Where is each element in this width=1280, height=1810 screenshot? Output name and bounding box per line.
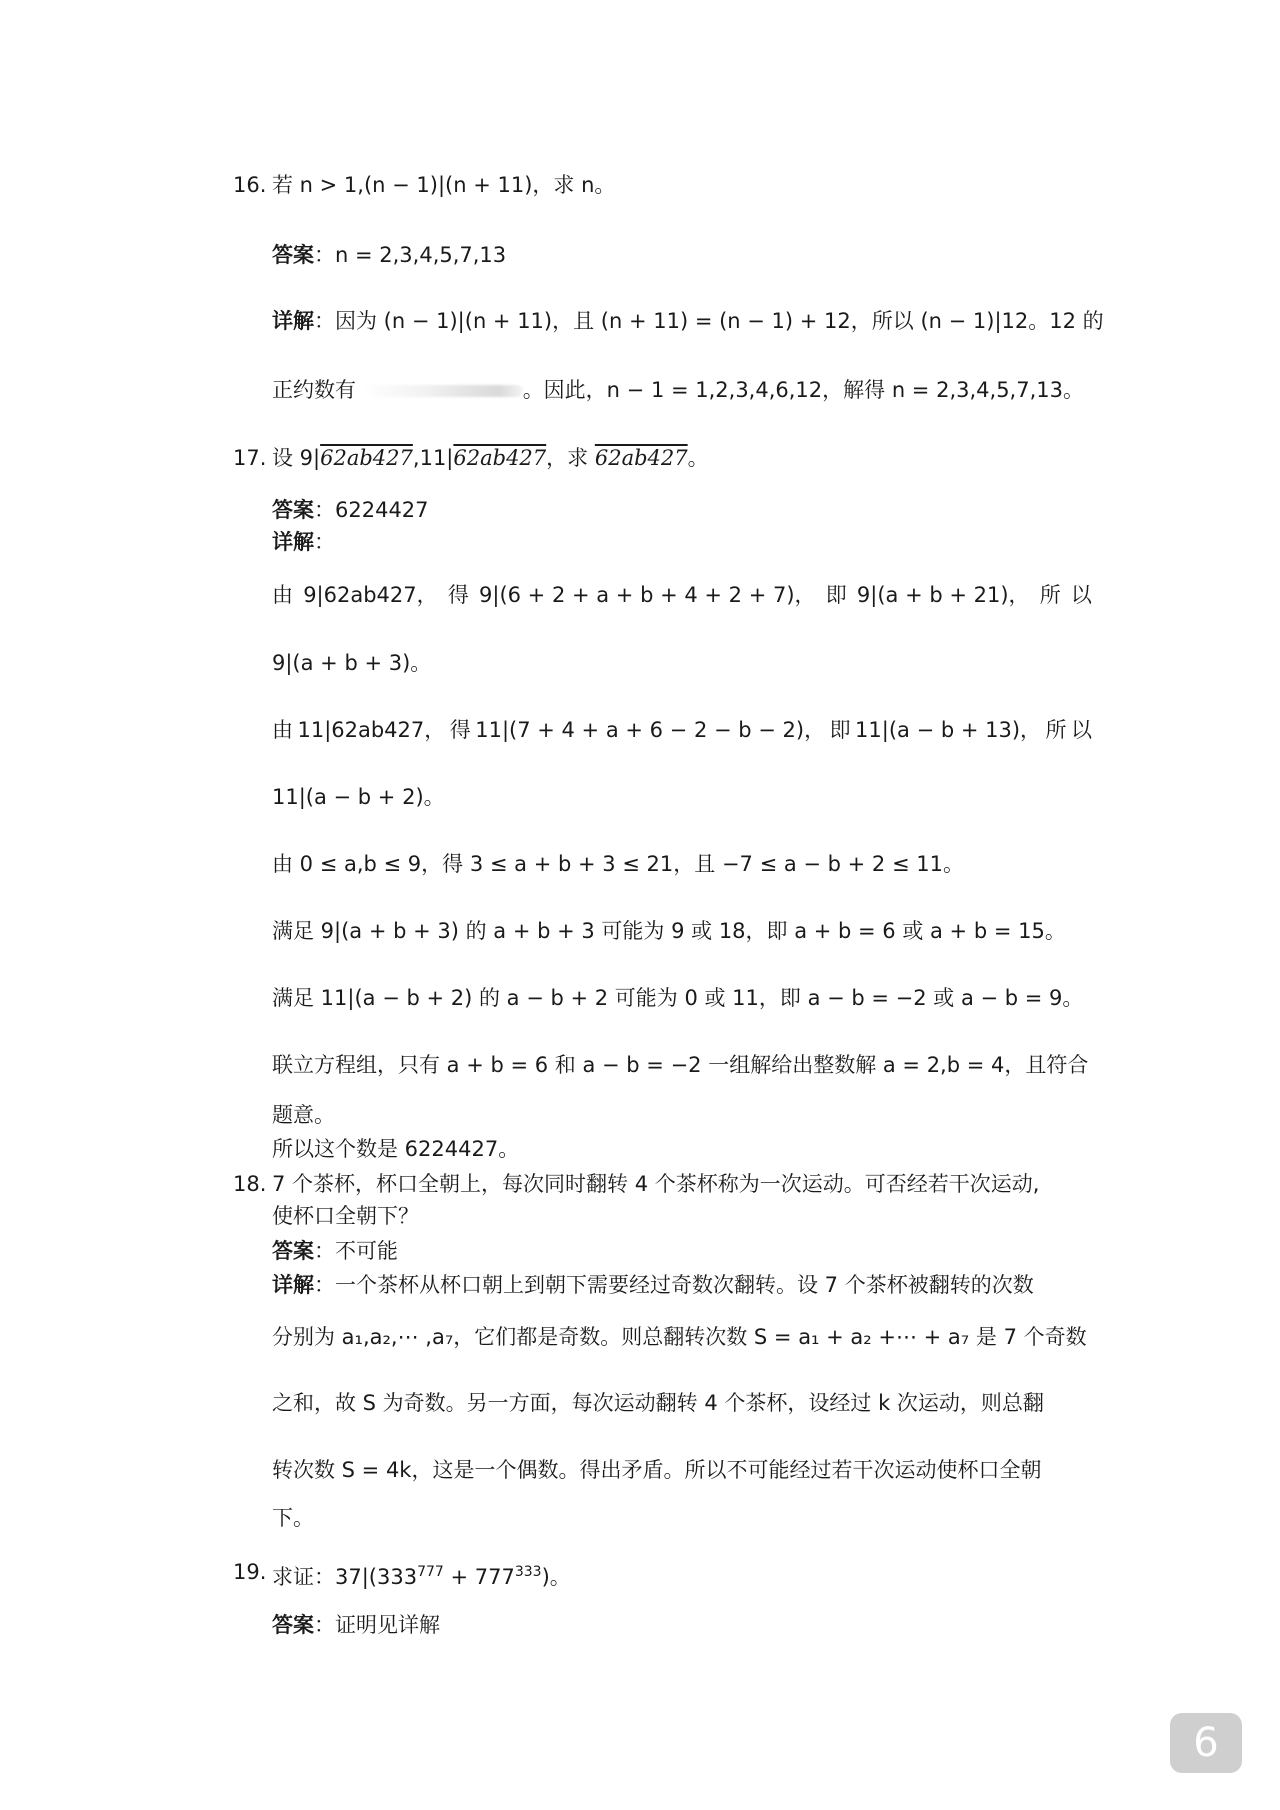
answer-line [272,1610,440,1640]
answer-text: ：n = 2,3,4,5,7,13 [314,243,507,267]
question-part: 设 9| [272,446,321,470]
answer-label: 答案 [272,1613,314,1637]
page-number-badge: 6 [1170,1713,1242,1773]
detail-colon: ： [314,530,335,554]
overlined-number: 62ab427 [320,446,413,470]
question-part: + 777 [443,1565,515,1589]
detail-word: 9|62ab427， [303,583,438,607]
answer-text: ：证明见详解 [314,1613,440,1637]
question-part: )。 [541,1565,571,1589]
answer-line [272,495,429,525]
detail-text: 联立方程组，只有 a + b = 6 和 a − b = −2 一组解给出整数解 a = 2,b = 4，且符合 [272,1053,1089,1077]
detail-word: 即 [825,583,847,607]
answer-text: ：6224427 [314,498,429,522]
detail-label: 详解 [272,530,314,554]
detail-text: 满足 11|(a − b + 2) 的 a − b + 2 可能为 0 或 11，即 a − b = −2 或 a − b = 9。 [272,986,1084,1010]
detail-text: 分别为 a₁,a₂,⋯ ,a₇，它们都是奇数。则总翻转次数 S = a₁ + a₂ +⋯ + a₇ 是 7 个奇数 [272,1325,1087,1349]
detail-label: 详解 [272,1273,314,1297]
detail-text: 之和，故 S 为奇数。另一方面，每次运动翻转 4 个茶杯，设经过 k 次运动，则总翻 [272,1391,1044,1415]
question-number: 16. [233,173,267,197]
question-text [272,1557,571,1592]
detail-word: 得 [447,583,469,607]
question-part: 求证：37|(333 [272,1565,418,1589]
question-part: ，求 [546,446,595,470]
exponent: 777 [417,1564,444,1580]
question-number: 19. [233,1560,267,1584]
detail-line [272,1270,1034,1300]
detail-word: 由 [272,718,293,742]
detail-text: ：因为 (n − 1)|(n + 11)，且 (n + 11) = (n − 1) + 12，所以 (n − 1)|12。12 的 [314,309,1104,333]
detail-word: 9|(6 + 2 + a + b + 4 + 2 + 7)， [479,583,816,607]
detail-word: 9|(a + b + 21)， [856,583,1030,607]
answer-line [272,1236,398,1266]
detail-text: 题意。 [272,1103,335,1127]
detail-word: 即 [829,718,851,742]
exponent: 333 [514,1564,542,1580]
question-text: 使杯口全朝下？ [272,1204,419,1228]
question-text: 7 个茶杯，杯口全朝上，每次同时翻转 4 个茶杯称为一次运动。可否经若干次运动, [272,1172,1040,1196]
detail-text: 。因此，n − 1 = 1,2,3,4,6,12，解得 n = 2,3,4,5,7,13。 [522,378,1084,402]
detail-text: 所以这个数是 6224427。 [272,1137,520,1161]
detail-word: 所 [1039,583,1061,607]
detail-line [272,306,1104,336]
detail-word: 以 [1070,718,1092,742]
answer-label: 答案 [272,498,314,522]
detail-text: 下。 [272,1506,314,1530]
overlined-number: 62ab427 [594,446,688,470]
detail-text: 9|(a + b + 3)。 [272,651,432,675]
question-number: 17. [233,446,267,470]
detail-word: 所 [1045,718,1067,742]
detail-text: 满足 9|(a + b + 3) 的 a + b + 3 可能为 9 或 18，即 a + b = 6 或 a + b = 15。 [272,919,1066,943]
answer-label: 答案 [272,243,314,267]
detail-text: 转次数 S = 4k，这是一个偶数。得出矛盾。所以不可能经过若干次运动使杯口全朝 [272,1458,1042,1482]
detail-word: 11|62ab427， [297,718,446,742]
overlined-number: 62ab427 [453,446,547,470]
answer-text: ：不可能 [314,1239,398,1263]
detail-text: 由 0 ≤ a,b ≤ 9，得 3 ≤ a + b + 3 ≤ 21，且 −7 ≤ a − b + 2 ≤ 11。 [272,852,964,876]
detail-line-justified [272,715,1092,745]
answer-label: 答案 [272,1239,314,1263]
detail-line [272,527,335,557]
answer-line [272,240,506,270]
detail-word: 得 [449,718,471,742]
question-part: 。 [687,446,709,470]
detail-line [272,375,1084,405]
detail-word: 11|(a − b + 13)， [855,718,1042,742]
detail-line-justified [272,580,1092,610]
detail-word: 以 [1070,583,1092,607]
detail-label: 详解 [272,309,314,333]
blurred-redaction [363,385,523,397]
question-part: ,11| [412,446,454,470]
question-text: 若 n > 1,(n − 1)|(n + 11)，求 n。 [272,173,616,197]
question-number: 18. [233,1172,267,1196]
detail-text: ：一个茶杯从杯口朝上到朝下需要经过奇数次翻转。设 7 个茶杯被翻转的次数 [314,1273,1034,1297]
detail-word: 11|(7 + 4 + a + 6 − 2 − b − 2)， [475,718,826,742]
detail-word: 由 [272,583,293,607]
question-text [272,443,709,473]
detail-text: 11|(a − b + 2)。 [272,785,445,809]
detail-text: 正约数有 [272,378,356,402]
